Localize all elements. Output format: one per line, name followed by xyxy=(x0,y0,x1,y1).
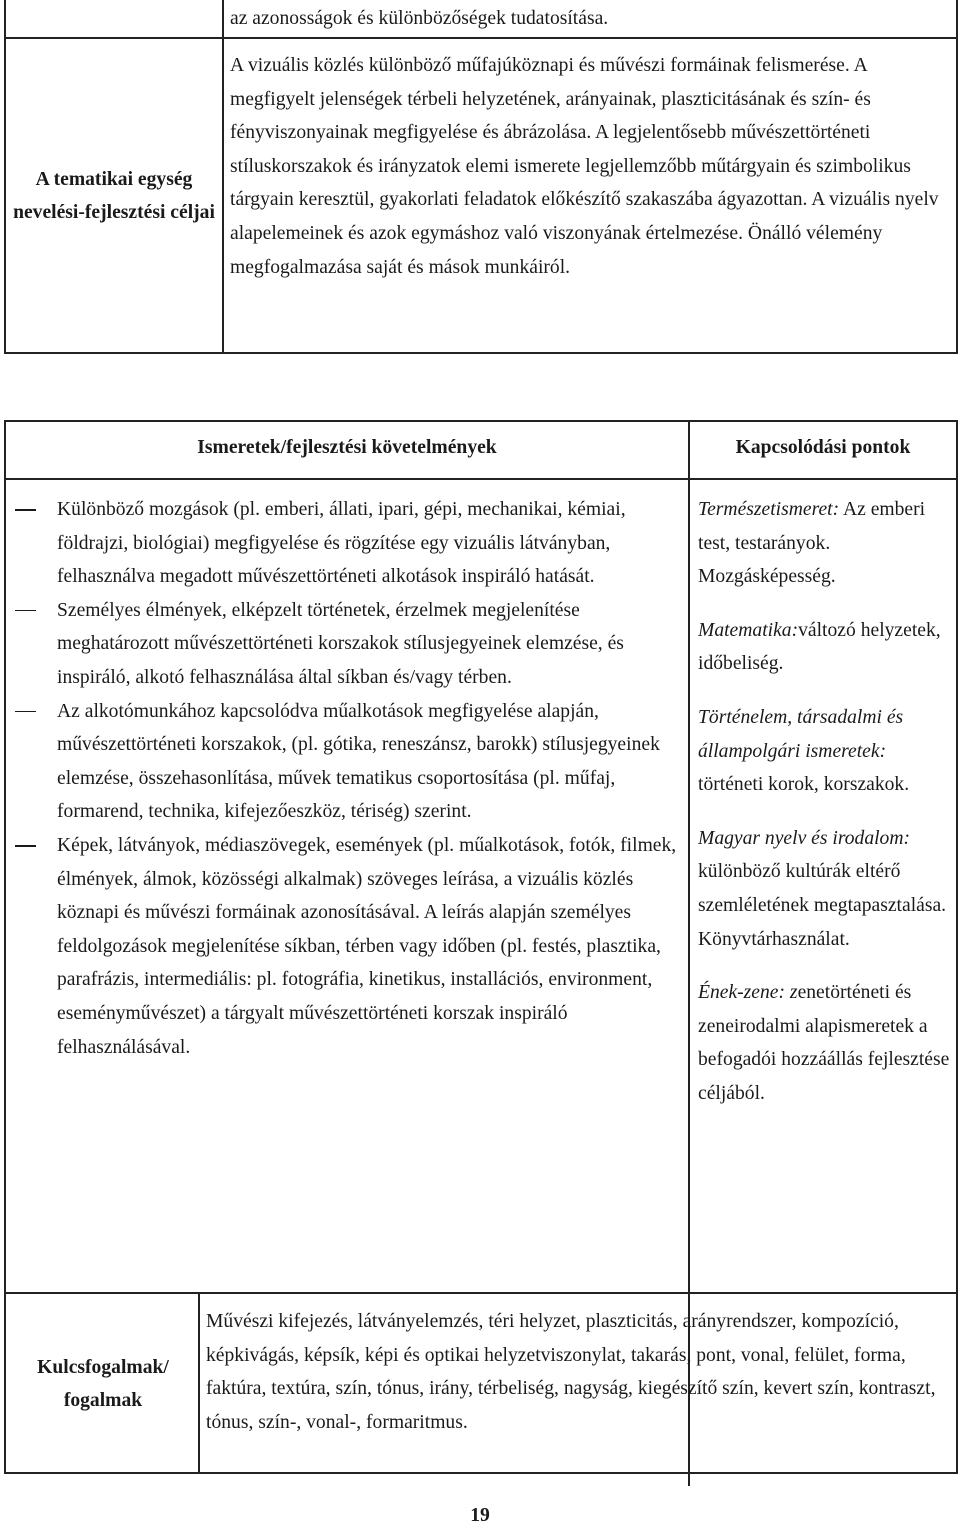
goals-label: A tematikai egység nevelési-fejlesztési céljai xyxy=(13,168,215,223)
dash-bullet-icon xyxy=(15,610,36,612)
dash-bullet-icon xyxy=(15,845,36,847)
list-item: Az alkotómunkához kapcsolódva műalkotások megfigyelése alapján, művészettörténeti korszakok, (pl. gótika, reneszánsz, barokk) stílusjegyeinek elemzése, összehasonlítása, művek tematikus csoportosítása (pl. műfaj, formarend, technika, kifejezőeszköz, tériség) szerint. xyxy=(4,695,688,829)
connection-item: Magyar nyelv és irodalom: különböző kultúrák eltérő szemléletének megtapasztalása. Könyvtárhasználat. xyxy=(698,827,947,950)
header-requirements: Ismeretek/fejlesztési követelmények xyxy=(197,437,497,458)
header-connections: Kapcsolódási pontok xyxy=(735,437,911,458)
connections-list xyxy=(698,493,954,1131)
list-item: Személyes élmények, elképzelt történetek, érzelmek megjelenítése meghatározott művészettörténeti korszakok stílusjegyeinek elemzése, és inspiráló, alkotó felhasználása által síkban és/vagy térben. xyxy=(4,594,688,695)
goals-content: A vizuális közlés különböző műfajúköznapi és művészi formáinak felismerése. A megfigyelt jelenségek térbeli helyzetének, arányainak, plaszticitásának és szín- és fényviszonyainak megfigyelése és ábrázolása. A legjelentősebb művészettörténeti stíluskorszakok és irányzatok elemi ismerete legjellemzőbb műtárgyain és szimbolikus tárgyain keresztül, gyakorlati feladatok előkészítő szakaszába ágyazottan. A vizuális nyelv alapelemeinek és azok egymáshoz való viszonyának értelmezése. Önálló vélemény megfogalmazása saját és mások munkáiról. xyxy=(230,55,939,278)
connection-item: Ének-zene: zenetörténeti és zeneirodalmi alapismeretek a befogadói hozzáállás fejlesztése céljából. xyxy=(698,982,950,1104)
dash-bullet-icon xyxy=(15,711,36,713)
connection-item: Matematika:változó helyzetek, időbeliség. xyxy=(698,619,941,675)
connection-item: Természetismeret: Az emberi test, testarányok. Mozgásképesség. xyxy=(698,499,926,588)
goals-previous-line: az azonosságok és különbözőségek tudatosítása. xyxy=(230,8,609,29)
page-number: 19 xyxy=(470,1505,490,1526)
list-item: Képek, látványok, médiaszövegek, események (pl. műalkotások, fotók, filmek, élmények, álmok, közösségi alkalmak) szöveges leírása, a vizuális közlés köznapi és művészi formáinak azonosításával. A leírás alapján személyes feldolgozások megjelenítése síkban, térben vagy időben (pl. festés, plasztika, parafrázis, intermediális: pl. fotográfia, kinetikus, installációs, environment, eseményművészet) a tárgyalt művészettörténeti korszak inspiráló felhasználásával. xyxy=(4,829,688,1064)
key-concepts-label: Kulcsfogalmak/ fogalmak xyxy=(37,1357,169,1411)
requirements-list xyxy=(4,493,688,1064)
connection-item: Történelem, társadalmi és állampolgári ismeretek: történeti korok, korszakok. xyxy=(698,706,910,796)
dash-bullet-icon xyxy=(15,509,36,511)
key-concepts-content: Művészi kifejezés, látványelemzés, téri helyzet, plaszticitás, arányrendszer, kompozíció, képkivágás, képsík, képi és optikai helyzetviszonylat, takarás, pont, vonal, felület, forma, faktúra, textúra, szín, tónus, irány, térbeliség, nagyság, kiegészítő szín, kevert szín, kontraszt, tónus, szín-, vonal-, formaritmus. xyxy=(206,1311,936,1433)
list-item: Különböző mozgások (pl. emberi, állati, ipari, gépi, mechanikai, kémiai, földrajzi, biológiai) megfigyelése és rögzítése egy vizuális látványban, felhasználva megadott művészettörténeti alkotások inspiráló hatását. xyxy=(4,493,688,594)
